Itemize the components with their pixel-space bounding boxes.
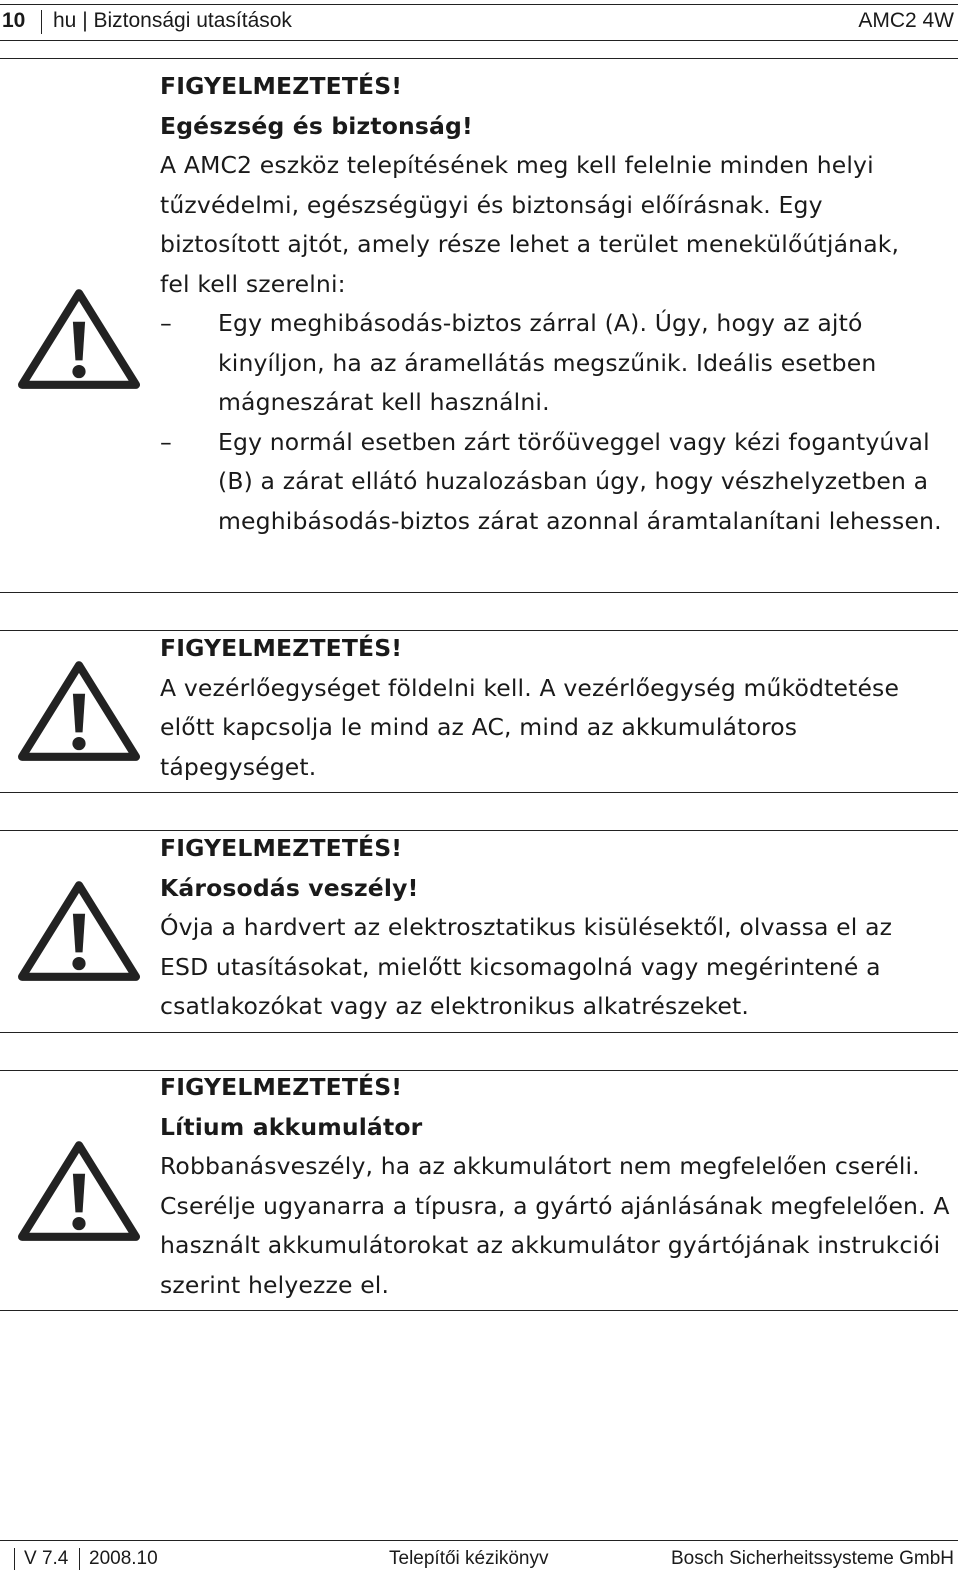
warning-2-bottom-rule	[0, 792, 958, 793]
bullet-dash: –	[160, 309, 172, 337]
footer-version: V 7.4	[24, 1548, 69, 1569]
warning-triangle-icon	[18, 656, 140, 764]
warning-body: A vezérlőegységet földelni kell. A vezérlőegység működtetése előtt kapcsolja le mind az AC, mind az akkumulátoros tápegységet.	[160, 673, 900, 781]
warning-body: A AMC2 eszköz telepítésének meg kell felelnie minden helyi tűzvédelmi, egészségügyi és biztonsági előírásnak. Egy biztosított ajtót, amely része lehet a terület menekülőútjának, fel kell szerelni:	[160, 151, 900, 298]
header-section: hu | Biztonsági utasítások	[53, 9, 292, 32]
bullet-dash: –	[160, 427, 172, 456]
page-header	[0, 4, 958, 38]
warning-1-bottom-rule	[0, 592, 958, 593]
warning-3-text	[160, 829, 950, 1027]
bullet-text: Egy meghibásodás-biztos zárral (A). Úgy, hogy az ajtó kinyíljon, ha az áramellátás megszűnik. Ideális esetben mágneszárat kell használni.	[218, 309, 877, 416]
warning-1-text	[160, 67, 950, 541]
warning-keyword: FIGYELMEZTETÉS!	[160, 634, 403, 662]
warning-keyword: FIGYELMEZTETÉS!	[160, 834, 403, 862]
header-separator	[41, 10, 42, 34]
list-item	[160, 304, 950, 423]
warning-subtitle: Károsodás veszély!	[160, 873, 419, 902]
warning-keyword: FIGYELMEZTETÉS!	[160, 72, 403, 100]
warning-2-text	[160, 629, 950, 787]
footer-separator	[79, 1548, 80, 1570]
page-footer	[0, 1542, 958, 1576]
warning-3-bottom-rule	[0, 1032, 958, 1033]
warning-triangle-icon	[18, 1136, 140, 1244]
footer-top-rule	[0, 1540, 958, 1541]
warning-body: Robbanásveszély, ha az akkumulátort nem megfelelően cseréli. Cserélje ugyanarra a típusra, a gyártó ajánlásának megfelelően. A használt akkumulátorokat az akkumulátor gyártójának instrukciói szerint helyezze el.	[160, 1152, 950, 1299]
warning-1-top-rule	[0, 58, 958, 59]
warning-subtitle: Lítium akkumulátor	[160, 1112, 423, 1141]
footer-document: Telepítői kézikönyv	[389, 1548, 549, 1569]
warning-4-text	[160, 1068, 950, 1305]
warning-keyword: FIGYELMEZTETÉS!	[160, 1073, 403, 1101]
warning-4-bottom-rule	[0, 1310, 958, 1311]
warning-subtitle: Egészség és biztonság!	[160, 111, 473, 140]
header-bottom-rule	[0, 40, 958, 41]
page-number: 10	[2, 9, 26, 32]
footer-company: Bosch Sicherheitssysteme GmbH	[671, 1548, 954, 1569]
footer-date: 2008.10	[89, 1548, 158, 1569]
footer-separator	[14, 1548, 15, 1570]
warning-triangle-icon	[18, 284, 140, 392]
warning-body: Óvja a hardvert az elektrosztatikus kisülésektől, olvassa el az ESD utasításokat, mielőtt kicsomagolná vagy megérintené a csatlakozókat vagy az elektronikus alkatrészeket.	[160, 913, 893, 1020]
list-item	[160, 423, 950, 542]
header-product: AMC2 4W	[858, 9, 954, 32]
bullet-text: Egy normál esetben zárt törőüveggel vagy kézi fogantyúval (B) a zárat ellátó huzalozásban úgy, hogy vészhelyzetben a meghibásodás-biztos zárat azonnal áramtalanítani lehessen.	[218, 427, 942, 535]
warning-triangle-icon	[18, 876, 140, 984]
